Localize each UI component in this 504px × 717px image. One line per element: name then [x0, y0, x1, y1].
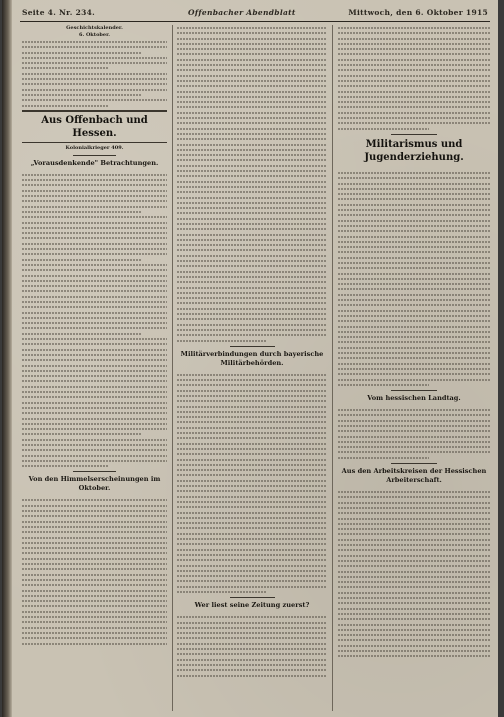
short-rule [391, 390, 437, 391]
running-header [18, 6, 492, 20]
newspaper-page [2, 0, 498, 717]
calendar-date: 6. Oktober. [78, 32, 111, 38]
column-middle [177, 25, 327, 711]
main-heading: Militarismus und Jugenderziehung. [364, 138, 464, 163]
calendar-heading: Geschichtskalender. [66, 25, 123, 31]
text-line [338, 653, 490, 658]
section-rule [22, 110, 167, 112]
short-rule [391, 463, 437, 464]
short-rule [391, 134, 437, 135]
region-heading: Aus Offenbach und Hessen. [41, 114, 148, 139]
bond-heading: Militärverbindungen durch bayerische Militärbehörden. [180, 349, 324, 367]
text-line [177, 673, 327, 678]
newspaper-heading: Wer liest seine Zeitung zuerst? [194, 601, 310, 610]
short-rule [230, 597, 275, 598]
text-line [338, 382, 429, 387]
column-left [22, 25, 167, 711]
feuilleton-heading: Kolonialkrieger 409. [65, 144, 124, 151]
text-line [338, 455, 429, 460]
article-title: „Vorausdenkende" Betrachtungen. [30, 158, 159, 167]
text-line [22, 641, 167, 646]
sub-heading-1: Vom hessischen Landtag. [367, 394, 461, 403]
issue-date: Mittwoch, den 6. Oktober 1915 [348, 8, 488, 17]
newspaper-name: Offenbacher Abendblatt [188, 8, 296, 17]
text-line [338, 126, 429, 131]
sub-heading-2: Aus den Arbeitskreisen der Hessischen Arbeiterschaft. [341, 467, 487, 485]
page-binding-shadow [2, 0, 12, 717]
header-rule [20, 21, 490, 22]
column-divider [332, 25, 333, 711]
column-right [338, 25, 490, 711]
short-rule [230, 346, 275, 347]
text-line [22, 463, 109, 468]
text-line [177, 338, 267, 343]
short-rule [73, 155, 117, 156]
column-divider [172, 25, 173, 711]
text-line [22, 103, 109, 108]
section-rule [22, 142, 167, 143]
page-number: Seite 4. Nr. 234. [22, 8, 96, 17]
short-rule [73, 471, 117, 472]
sky-heading: Von den Himmelserscheinungen im Oktober. [28, 475, 161, 493]
text-line [177, 589, 267, 594]
